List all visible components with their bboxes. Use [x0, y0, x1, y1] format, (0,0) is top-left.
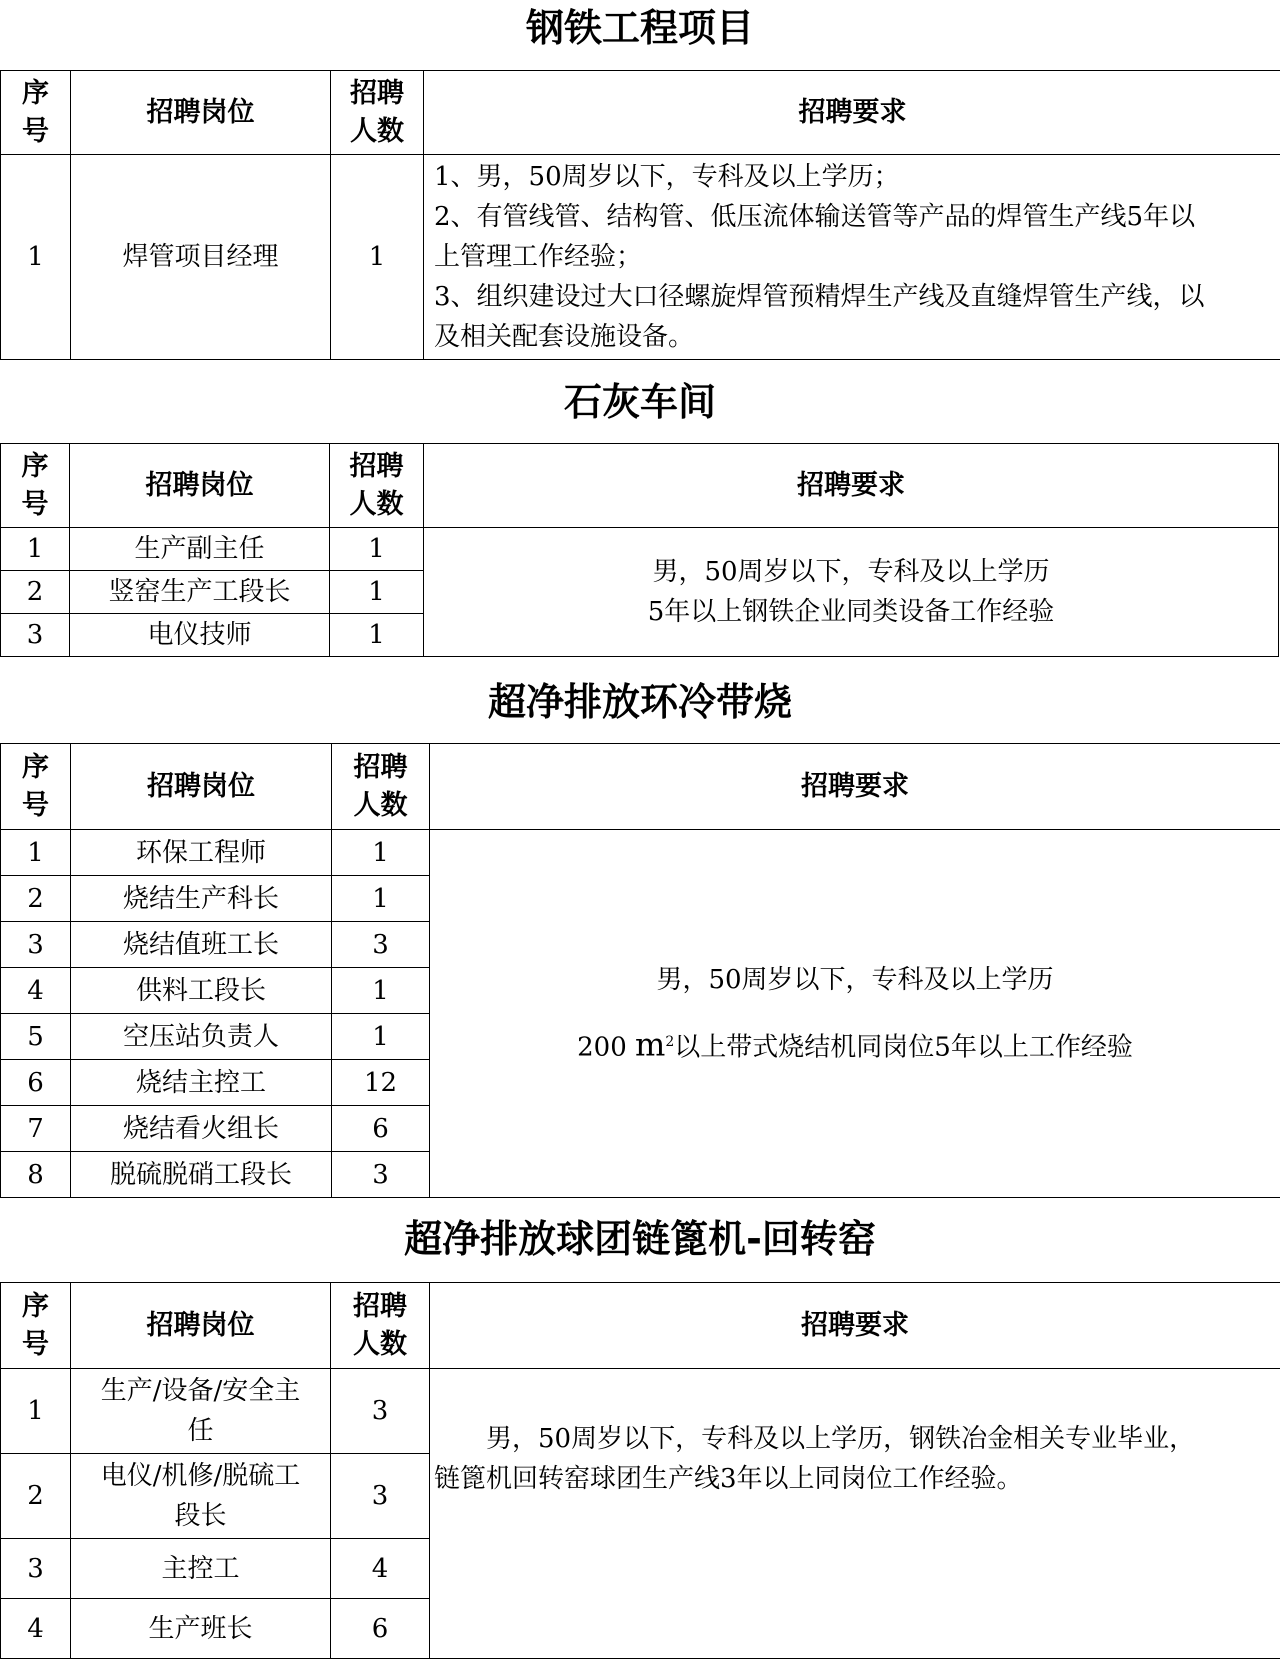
cell-count: 12 [332, 1060, 430, 1106]
cell-count: 1 [330, 528, 424, 571]
cell-position: 电仪/机修/脱硫工段长 [71, 1454, 331, 1539]
header-requirement: 招聘要求 [424, 71, 1280, 155]
cell-position: 主控工 [71, 1539, 331, 1599]
header-requirement: 招聘要求 [430, 1283, 1280, 1369]
cell-count: 1 [330, 614, 424, 657]
cell-seq: 2 [1, 876, 71, 922]
cell-position: 烧结值班工长 [71, 922, 332, 968]
section-title: 超净排放环冷带烧 [487, 680, 792, 724]
cell-position: 生产/设备/安全主任 [71, 1369, 331, 1454]
cell-seq: 1 [1, 830, 71, 876]
requirement-line: 链篦机回转窑球团生产线3年以上同岗位工作经验。 [434, 1464, 1023, 1494]
cell-position: 烧结主控工 [71, 1060, 332, 1106]
cell-count: 6 [331, 1599, 430, 1659]
cell-count: 1 [330, 571, 424, 614]
cell-seq: 2 [1, 1454, 71, 1539]
cell-count: 3 [331, 1369, 430, 1454]
header-seq: 序号 [1, 1283, 71, 1369]
cell-seq: 5 [1, 1014, 71, 1060]
cell-requirement [430, 830, 1280, 1198]
cell-count: 1 [332, 830, 430, 876]
cell-count: 1 [331, 155, 424, 360]
header-position: 招聘岗位 [71, 71, 331, 155]
recruit-table [0, 70, 1280, 360]
requirement-line: 男，50周岁以下，专科及以上学历 [656, 964, 1054, 995]
cell-seq: 3 [1, 614, 70, 657]
cell-count: 1 [332, 968, 430, 1014]
cell-seq: 1 [1, 155, 71, 360]
header-seq: 序号 [1, 71, 71, 155]
requirement-line: 5年以上钢铁企业同类设备工作经验 [647, 597, 1055, 627]
cell-count: 3 [332, 1152, 430, 1198]
cell-seq: 1 [1, 1369, 71, 1454]
cell-seq: 4 [1, 968, 71, 1014]
cell-count: 4 [331, 1539, 430, 1599]
requirement-line: 200 $m^2$以上带式烧结机同岗位5年以上工作经验 [577, 1025, 1133, 1064]
header-position: 招聘岗位 [71, 744, 332, 830]
cell-count: 3 [332, 922, 430, 968]
recruit-table [0, 1282, 1280, 1659]
unit-sup: 2 [665, 1033, 675, 1050]
cell-seq: 8 [1, 1152, 71, 1198]
cell-count: 3 [331, 1454, 430, 1539]
cell-position: 竖窑生产工段长 [70, 571, 330, 614]
cell-position: 电仪技师 [70, 614, 330, 657]
cell-requirement [424, 528, 1279, 657]
cell-requirement [430, 1369, 1280, 1659]
cell-position: 供料工段长 [71, 968, 332, 1014]
requirement-line: 上管理工作经验； [434, 242, 643, 272]
cell-position: 烧结生产科长 [71, 876, 332, 922]
cell-count: 6 [332, 1106, 430, 1152]
cell-seq: 7 [1, 1106, 71, 1152]
requirement-line: 及相关配套设施设备。 [434, 322, 695, 352]
unit-m: m [635, 1025, 666, 1064]
cell-seq: 6 [1, 1060, 71, 1106]
header-count: 招聘人数 [330, 444, 424, 528]
cell-position: 烧结看火组长 [71, 1106, 332, 1152]
cell-position: 生产副主任 [70, 528, 330, 571]
recruit-table [0, 743, 1280, 1198]
requirement-line: 2、有管线管、结构管、低压流体输送管等产品的焊管生产线5年以 [434, 202, 1196, 232]
section-title: 超净排放球团链篦机-回转窑 [404, 1217, 876, 1261]
requirement-line: 3、组织建设过大口径螺旋焊管预精焊生产线及直缝焊管生产线，以 [434, 282, 1205, 312]
cell-requirement [424, 155, 1280, 360]
requirement-line: 1、男，50周岁以下，专科及以上学历； [434, 162, 900, 192]
requirement-line: 男，50周岁以下，专科及以上学历 [652, 557, 1050, 587]
cell-position: 脱硫脱硝工段长 [71, 1152, 332, 1198]
header-seq: 序号 [1, 444, 70, 528]
cell-seq: 3 [1, 1539, 71, 1599]
cell-position: 生产班长 [71, 1599, 331, 1659]
cell-seq: 3 [1, 922, 71, 968]
cell-seq: 2 [1, 571, 70, 614]
section-title: 钢铁工程项目 [525, 6, 754, 50]
recruit-table [0, 443, 1279, 657]
header-requirement: 招聘要求 [424, 444, 1279, 528]
header-requirement: 招聘要求 [430, 744, 1280, 830]
cell-position: 焊管项目经理 [71, 155, 331, 360]
header-position: 招聘岗位 [70, 444, 330, 528]
section-title: 石灰车间 [563, 380, 716, 424]
cell-count: 1 [332, 876, 430, 922]
header-count: 招聘人数 [331, 1283, 430, 1369]
header-position: 招聘岗位 [71, 1283, 331, 1369]
header-count: 招聘人数 [331, 71, 424, 155]
requirement-line: 男，50周岁以下，专科及以上学历，钢铁冶金相关专业毕业， [434, 1424, 1196, 1454]
cell-count: 1 [332, 1014, 430, 1060]
cell-position: 空压站负责人 [71, 1014, 332, 1060]
header-count: 招聘人数 [332, 744, 430, 830]
cell-seq: 4 [1, 1599, 71, 1659]
cell-seq: 1 [1, 528, 70, 571]
cell-position: 环保工程师 [71, 830, 332, 876]
header-seq: 序号 [1, 744, 71, 830]
